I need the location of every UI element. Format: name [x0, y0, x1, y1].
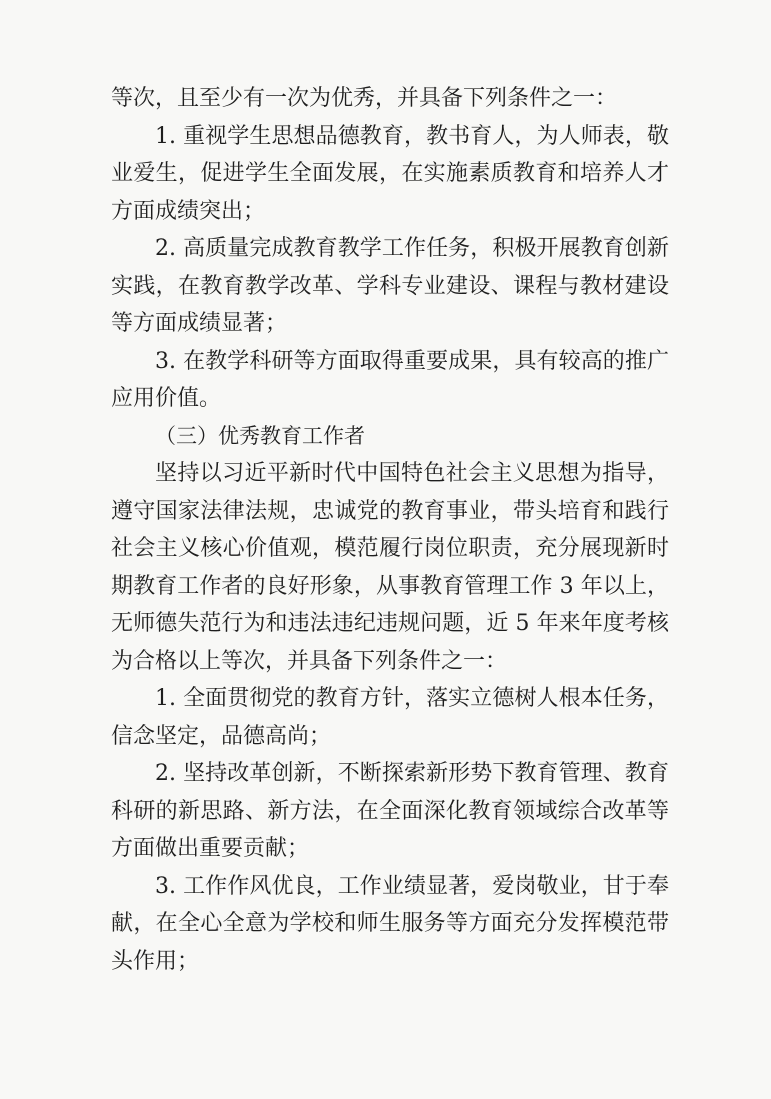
paragraph-continuation: 等次，且至少有一次为优秀，并具备下列条件之一： [111, 86, 618, 111]
list-item-2b: 2. 坚持改革创新，不断探索新形势下教育管理、教育科研的新思路、新方法，在全面深化教育领域综合改革等方面做出重要贡献； [111, 761, 669, 861]
list-item-3b: 3. 工作作风优良，工作业绩显著，爱岗敬业，甘于奉献，在全心全意为学校和师生服务等方面充分发挥模范带头作用； [111, 873, 669, 974]
list-item-1: 1. 重视学生思想品德教育，教书育人，为人师表，敬业爱生，促进学生全面发展，在实施素质教育和培养人才方面成绩突出； [111, 123, 669, 224]
section-heading: （三）优秀教育工作者 [155, 423, 365, 448]
list-item-2: 2. 高质量完成教育教学工作任务，积极开展教育创新实践，在教育教学改革、学科专业建设、课程与教材建设等方面成绩显著； [111, 236, 669, 336]
paragraph-body: 坚持以习近平新时代中国特色社会主义思想为指导，遵守国家法律法规，忠诚党的教育事业，带头培育和践行社会主义核心价值观，模范履行岗位职责，充分展现新时期教育工作者的良好形象，从事教育管理工作 3 年以上，无师德失范行为和违法违纪违规问题，近 5 年来年度考核为合格以上等次，并具备下列条件之一： [111, 461, 669, 674]
list-item-1b: 1. 全面贯彻党的教育方针，落实立德树人根本任务，信念坚定，品德高尚； [111, 686, 669, 749]
list-item-3: 3. 在教学科研等方面取得重要成果，具有较高的推广应用价值。 [111, 348, 669, 411]
body-text [111, 80, 669, 980]
